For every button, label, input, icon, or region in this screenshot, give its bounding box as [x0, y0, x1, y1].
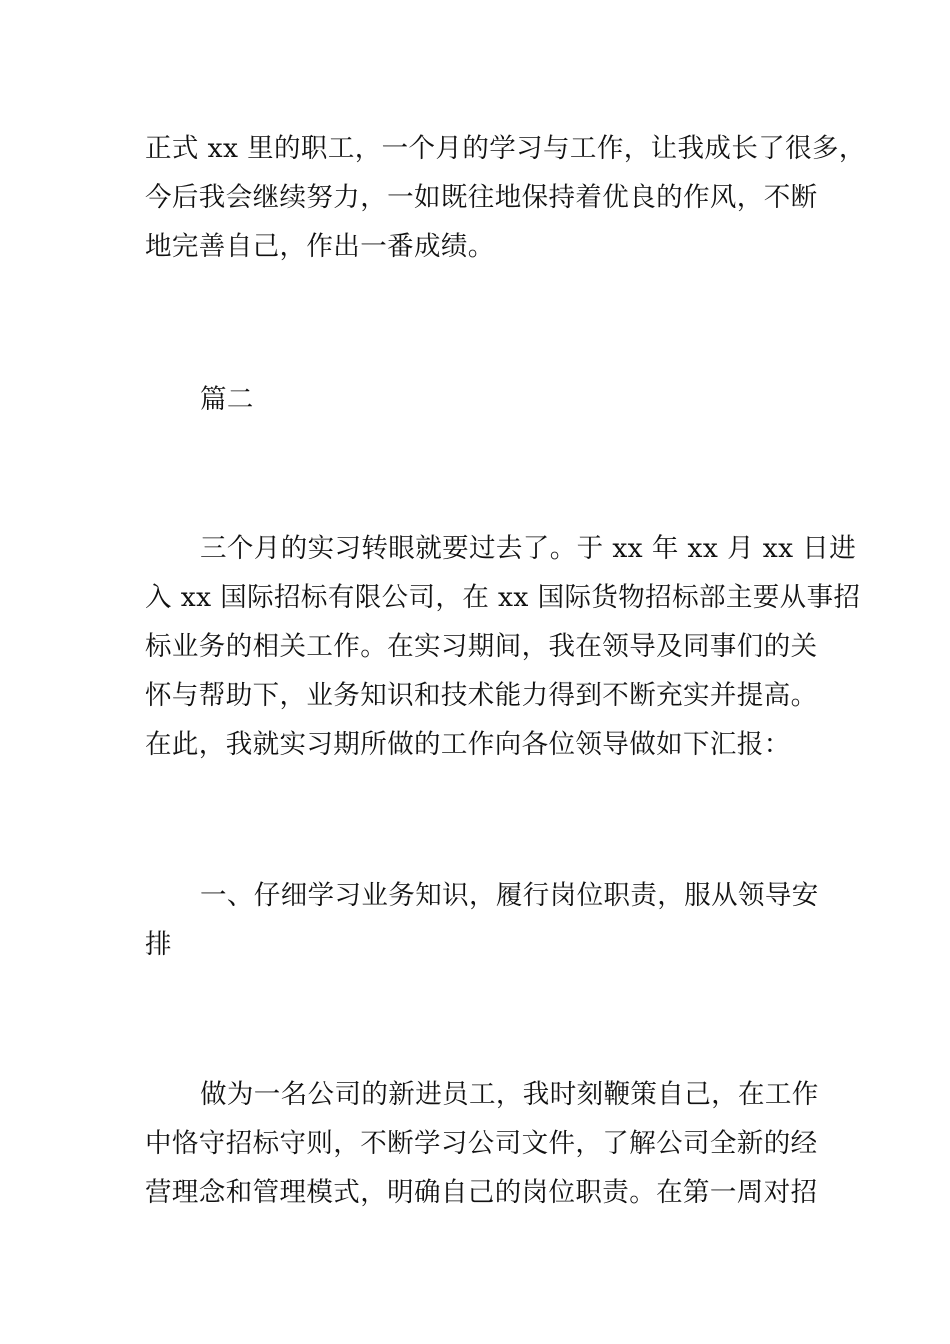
paragraph-2-line-5: 在此，我就实习期所做的工作向各位领导做如下汇报： [145, 729, 791, 760]
paragraph-3-line-3: 营理念和管理模式，明确自己的岗位职责。在第一周对招 [145, 1177, 818, 1208]
paragraph-2-line-2: 入 xx 国际招标有限公司，在 xx 国际货物招标部主要从事招 [145, 582, 861, 613]
section-heading: 篇二 [200, 384, 254, 415]
paragraph-1-line-3: 地完善自己，作出一番成绩。 [145, 231, 495, 262]
paragraph-3-line-2: 中恪守招标守则，不断学习公司文件，了解公司全新的经 [145, 1128, 818, 1159]
paragraph-1-line-1: 正式 xx 里的职工，一个月的学习与工作，让我成长了很多， [145, 133, 866, 164]
paragraph-2-line-1: 三个月的实习转眼就要过去了。于 xx 年 xx 月 xx 日进 [200, 533, 857, 564]
paragraph-3-line-1: 做为一名公司的新进员工，我时刻鞭策自己，在工作 [200, 1079, 819, 1110]
paragraph-2-line-3: 标业务的相关工作。在实习期间，我在领导及同事们的关 [145, 631, 818, 662]
paragraph-1-line-2: 今后我会继续努力，一如既往地保持着优良的作风，不断 [145, 182, 818, 213]
subheading-line-1: 一、仔细学习业务知识，履行岗位职责，服从领导安 [200, 880, 819, 911]
subheading-line-2: 排 [145, 929, 172, 960]
paragraph-2-line-4: 怀与帮助下，业务知识和技术能力得到不断充实并提高。 [145, 680, 818, 711]
